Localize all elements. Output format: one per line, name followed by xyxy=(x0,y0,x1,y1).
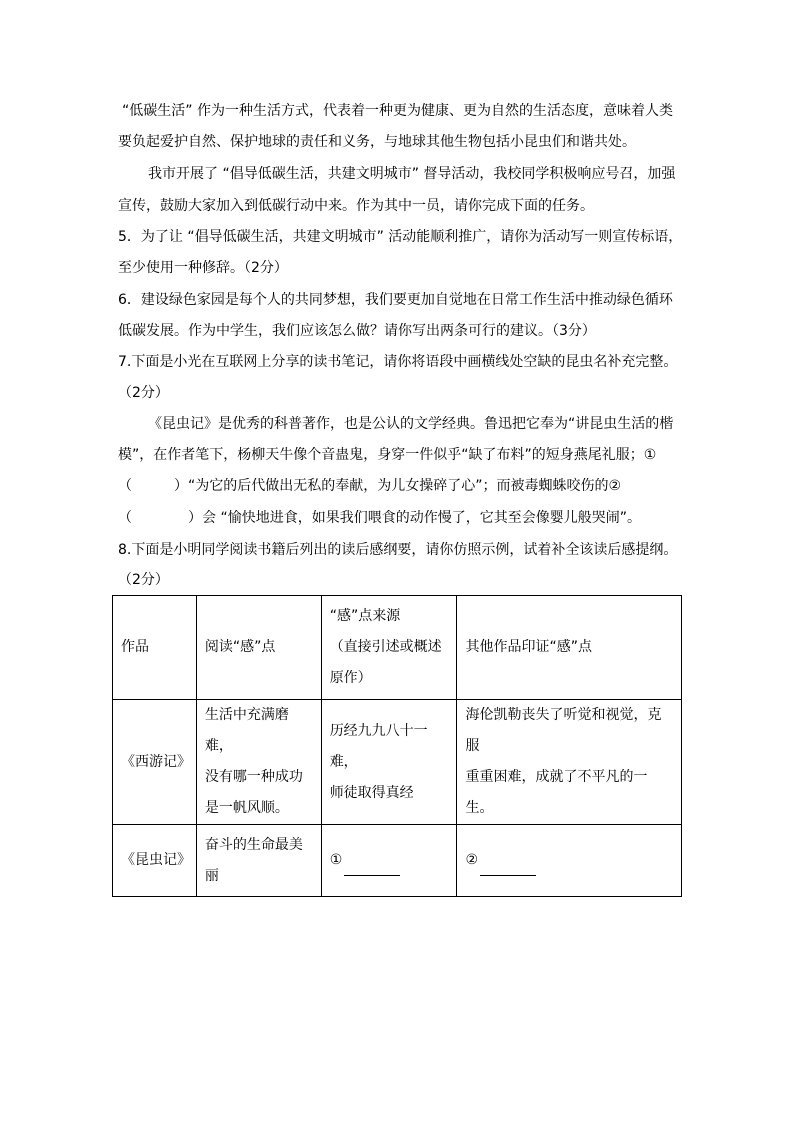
question-8-line-2: （2分） xyxy=(118,572,169,588)
row1-other: 海伦凯勒丧失了听觉和视觉，克服 重重困难，成就了不平凡的一生。 xyxy=(457,700,682,825)
question-5-line-1: 5．为了让 “倡导低碳生活，共建文明城市” 活动能顺利推广，请你为活动写一则宣传标语， xyxy=(118,229,683,245)
question-8-line-1: 8.下面是小明同学阅读书籍后列出的读后感纲要，请你仿照示例，试着补全该读后感提纲。 xyxy=(118,542,678,558)
intro-paragraph-2-line-1: 我市开展了 “倡导低碳生活，共建文明城市” 督导活动，我校同学积极响应号召，加强 xyxy=(148,166,676,182)
row2-source-answer[interactable] xyxy=(321,825,457,897)
question-5-line-2: 至少使用一种修辞。（2分） xyxy=(118,260,288,276)
table-row xyxy=(113,825,682,897)
row1-point: 生活中充满磨难， 没有哪一种成功 是一帆风顺。 xyxy=(196,700,321,825)
question-7-passage-line-1: 《昆虫记》是优秀的科普著作，也是公认的文学经典。鲁迅把它奉为“讲昆虫生活的楷 xyxy=(148,416,674,432)
answer-blank-2-mark: ② xyxy=(465,852,479,868)
intro-paragraph-1-line-2: 要负起爱护自然、保护地球的责任和义务，与地球其他生物包括小昆虫们和谐共处。 xyxy=(118,134,636,150)
table-row xyxy=(113,700,682,825)
question-6-line-2: 低碳发展。作为中学生，我们应该怎么做？请你写出两条可行的建议。（3分） xyxy=(118,323,596,339)
row2-point: 奋斗的生命最美 丽 xyxy=(196,825,321,897)
reading-outline-table xyxy=(112,595,682,897)
question-7-passage-line-4: （ ）会 “愉快地进食，如果我们喂食的动作慢了，它其至会像婴儿般哭闹”。 xyxy=(118,510,641,526)
row2-other-answer[interactable] xyxy=(457,825,682,897)
question-7-line-2: （2分） xyxy=(118,385,169,401)
answer-blank-1[interactable] xyxy=(344,859,400,876)
intro-paragraph-2-line-2: 宣传，鼓励大家加入到低碳行动中来。作为其中一员，请你完成下面的任务。 xyxy=(118,198,594,214)
question-7-passage-line-2: 模”，在作者笔下，杨柳天牛像个音蛊鬼，身穿一件似乎“缺了布料”的短身燕尾礼服；① xyxy=(118,447,657,463)
header-point: 阅读“感”点 xyxy=(196,596,321,700)
header-work: 作品 xyxy=(113,596,197,700)
intro-paragraph-1-line-1: “低碳生活” 作为一种生活方式，代表着一种更为健康、更为自然的生活态度，意味着人类 xyxy=(122,103,673,119)
table-header-row xyxy=(113,596,682,700)
row2-work: 《昆虫记》 xyxy=(113,825,197,897)
row1-source: 历经九九八十一难， 师徒取得真经 xyxy=(321,700,457,825)
question-7-passage-line-3: （ ）“为它的后代做出无私的奉献，为儿女操碎了心”；而被毒蜘蛛咬伤的② xyxy=(118,478,622,494)
question-7-line-1: 7.下面是小光在互联网上分享的读书笔记，请你将语段中画横线处空缺的昆虫名补充完整。 xyxy=(118,354,678,370)
question-6-line-1: 6．建设绿色家园是每个人的共同梦想，我们要更加自觉地在日常工作生活中推动绿色循环 xyxy=(118,292,673,308)
answer-blank-2[interactable] xyxy=(480,859,536,876)
row1-work: 《西游记》 xyxy=(113,700,197,825)
answer-blank-1-mark: ① xyxy=(329,852,343,868)
header-other: 其他作品印证“感”点 xyxy=(457,596,682,700)
header-source: “感”点来源 （直接引述或概述 原作） xyxy=(321,596,457,700)
